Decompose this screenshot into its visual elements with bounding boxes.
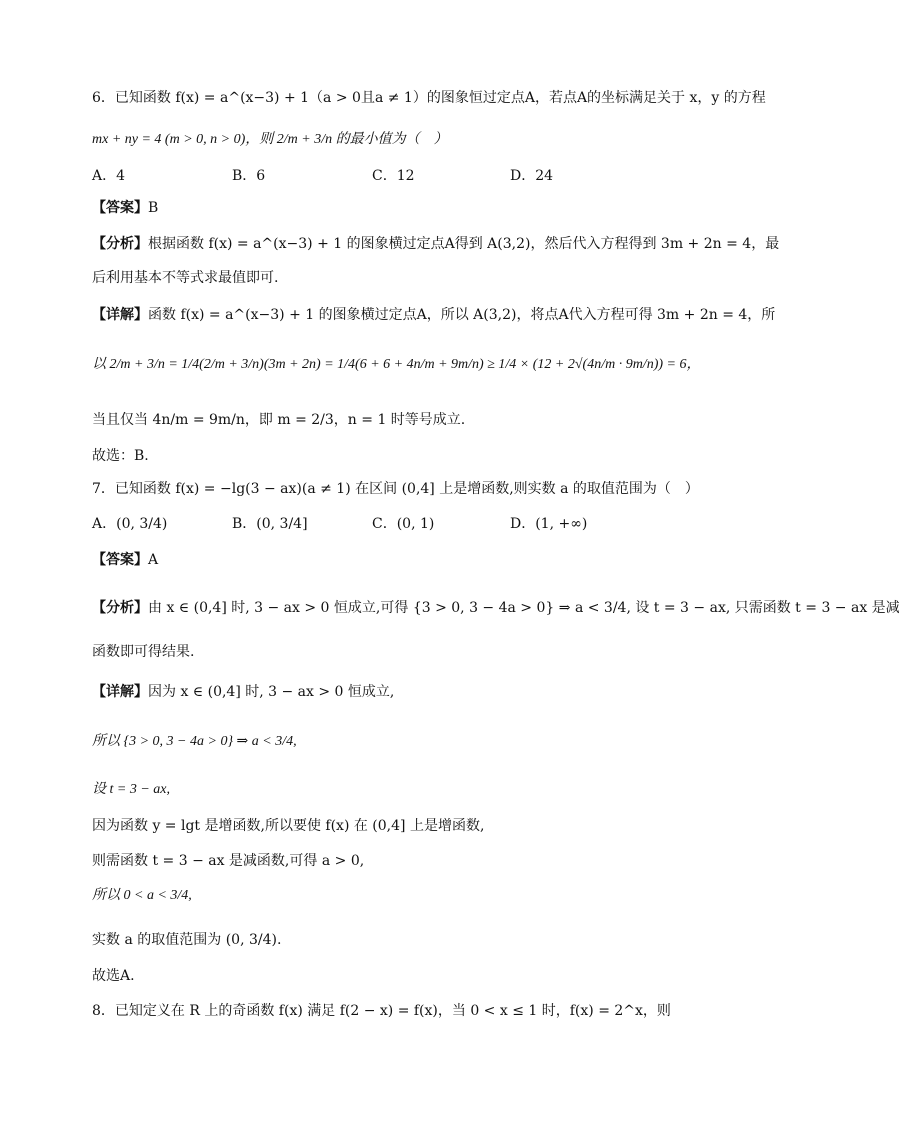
q7-detail-line7: 实数 a 的取值范围为 (0, 3/4). — [92, 932, 282, 948]
answer-value: B — [148, 200, 159, 216]
q7-detail-line1 — [92, 682, 394, 702]
analysis-tag: 【分析】 — [92, 600, 148, 616]
q7-detail-line2: 所以 {3 > 0, 3 − 4a > 0} ⇒ a < 3/4, — [92, 734, 297, 749]
q6-detail-line3: 当且仅当 4n/m = 9m/n，即 m = 2/3，n = 1 时等号成立. — [92, 412, 466, 428]
q7-detail-line8: 故选A. — [92, 968, 135, 984]
q7-detail-line6: 所以 0 < a < 3/4, — [92, 888, 192, 903]
q6-analysis-line2: 后利用基本不等式求最值即可. — [92, 270, 279, 286]
detail-text: 因为 x ∈ (0,4] 时, 3 − ax > 0 恒成立, — [148, 684, 395, 700]
q6-option-a: A．4 — [92, 168, 126, 184]
analysis-text: 根据函数 f(x) = a^(x−3) + 1 的图象横过定点A得到 A(3,2)，然后代入方程得到 3m + 2n = 4，最 — [148, 236, 780, 252]
q7-option-a: A．(0, 3/4) — [92, 516, 168, 532]
q8-stem: 8．已知定义在 R 上的奇函数 f(x) 满足 f(2 − x) = f(x)，当 0 < x ≤ 1 时，f(x) = 2^x，则 — [92, 1003, 671, 1019]
q7-analysis-line2: 函数即可得结果. — [92, 644, 195, 660]
q6-option-d: D．24 — [510, 168, 554, 184]
q7-stem: 7．已知函数 f(x) = −lg(3 − ax)(a ≠ 1) 在区间 (0,4] 上是增函数,则实数 a 的取值范围为（ ） — [92, 481, 699, 497]
q6-detail-line1 — [92, 305, 775, 325]
q7-answer — [92, 550, 158, 570]
q7-option-b: B．(0, 3/4] — [232, 516, 308, 532]
answer-tag: 【答案】 — [92, 200, 148, 216]
analysis-tag: 【分析】 — [92, 236, 148, 252]
q7-detail-line3: 设 t = 3 − ax, — [92, 782, 170, 797]
detail-tag: 【详解】 — [92, 684, 148, 700]
q6-stem-line1: 6．已知函数 f(x) = a^(x−3) + 1（a > 0且a ≠ 1）的图象恒过定点A，若点A的坐标满足关于 x，y 的方程 — [92, 90, 766, 106]
analysis-text: 由 x ∈ (0,4] 时, 3 − ax > 0 恒成立,可得 {3 > 0, 3 − 4a > 0} ⇒ a < 3/4, 设 t = 3 − ax, 只需函数 t = 3 − ax 是减 — [148, 600, 900, 616]
q6-detail-line4: 故选：B. — [92, 448, 149, 464]
answer-tag: 【答案】 — [92, 552, 148, 568]
detail-tag: 【详解】 — [92, 307, 148, 323]
q7-option-d: D．(1, +∞) — [510, 516, 588, 532]
answer-value: A — [148, 552, 159, 568]
q6-option-c: C．12 — [372, 168, 415, 184]
q6-analysis-line1 — [92, 234, 779, 254]
detail-text: 函数 f(x) = a^(x−3) + 1 的图象横过定点A，所以 A(3,2)，将点A代入方程可得 3m + 2n = 4，所 — [148, 307, 776, 323]
q6-detail-line2: 以 2/m + 3/n = 1/4(2/m + 3/n)(3m + 2n) = 1/4(6 + 6 + 4n/m + 9m/n) ≥ 1/4 × (12 + 2√(4n/m · 9m/n)) = 6， — [92, 357, 701, 372]
q7-detail-line4: 因为函数 y = lgt 是增函数,所以要使 f(x) 在 (0,4] 上是增函数, — [92, 818, 485, 834]
q6-option-b: B．6 — [232, 168, 266, 184]
q7-detail-line5: 则需函数 t = 3 − ax 是减函数,可得 a > 0, — [92, 853, 365, 869]
q7-option-c: C．(0, 1) — [372, 516, 435, 532]
q7-analysis-line1 — [92, 598, 900, 618]
q6-stem-line2: mx + ny = 4 (m > 0, n > 0)，则 2/m + 3/n 的最小值为（ ） — [92, 132, 448, 147]
q6-answer — [92, 198, 158, 218]
